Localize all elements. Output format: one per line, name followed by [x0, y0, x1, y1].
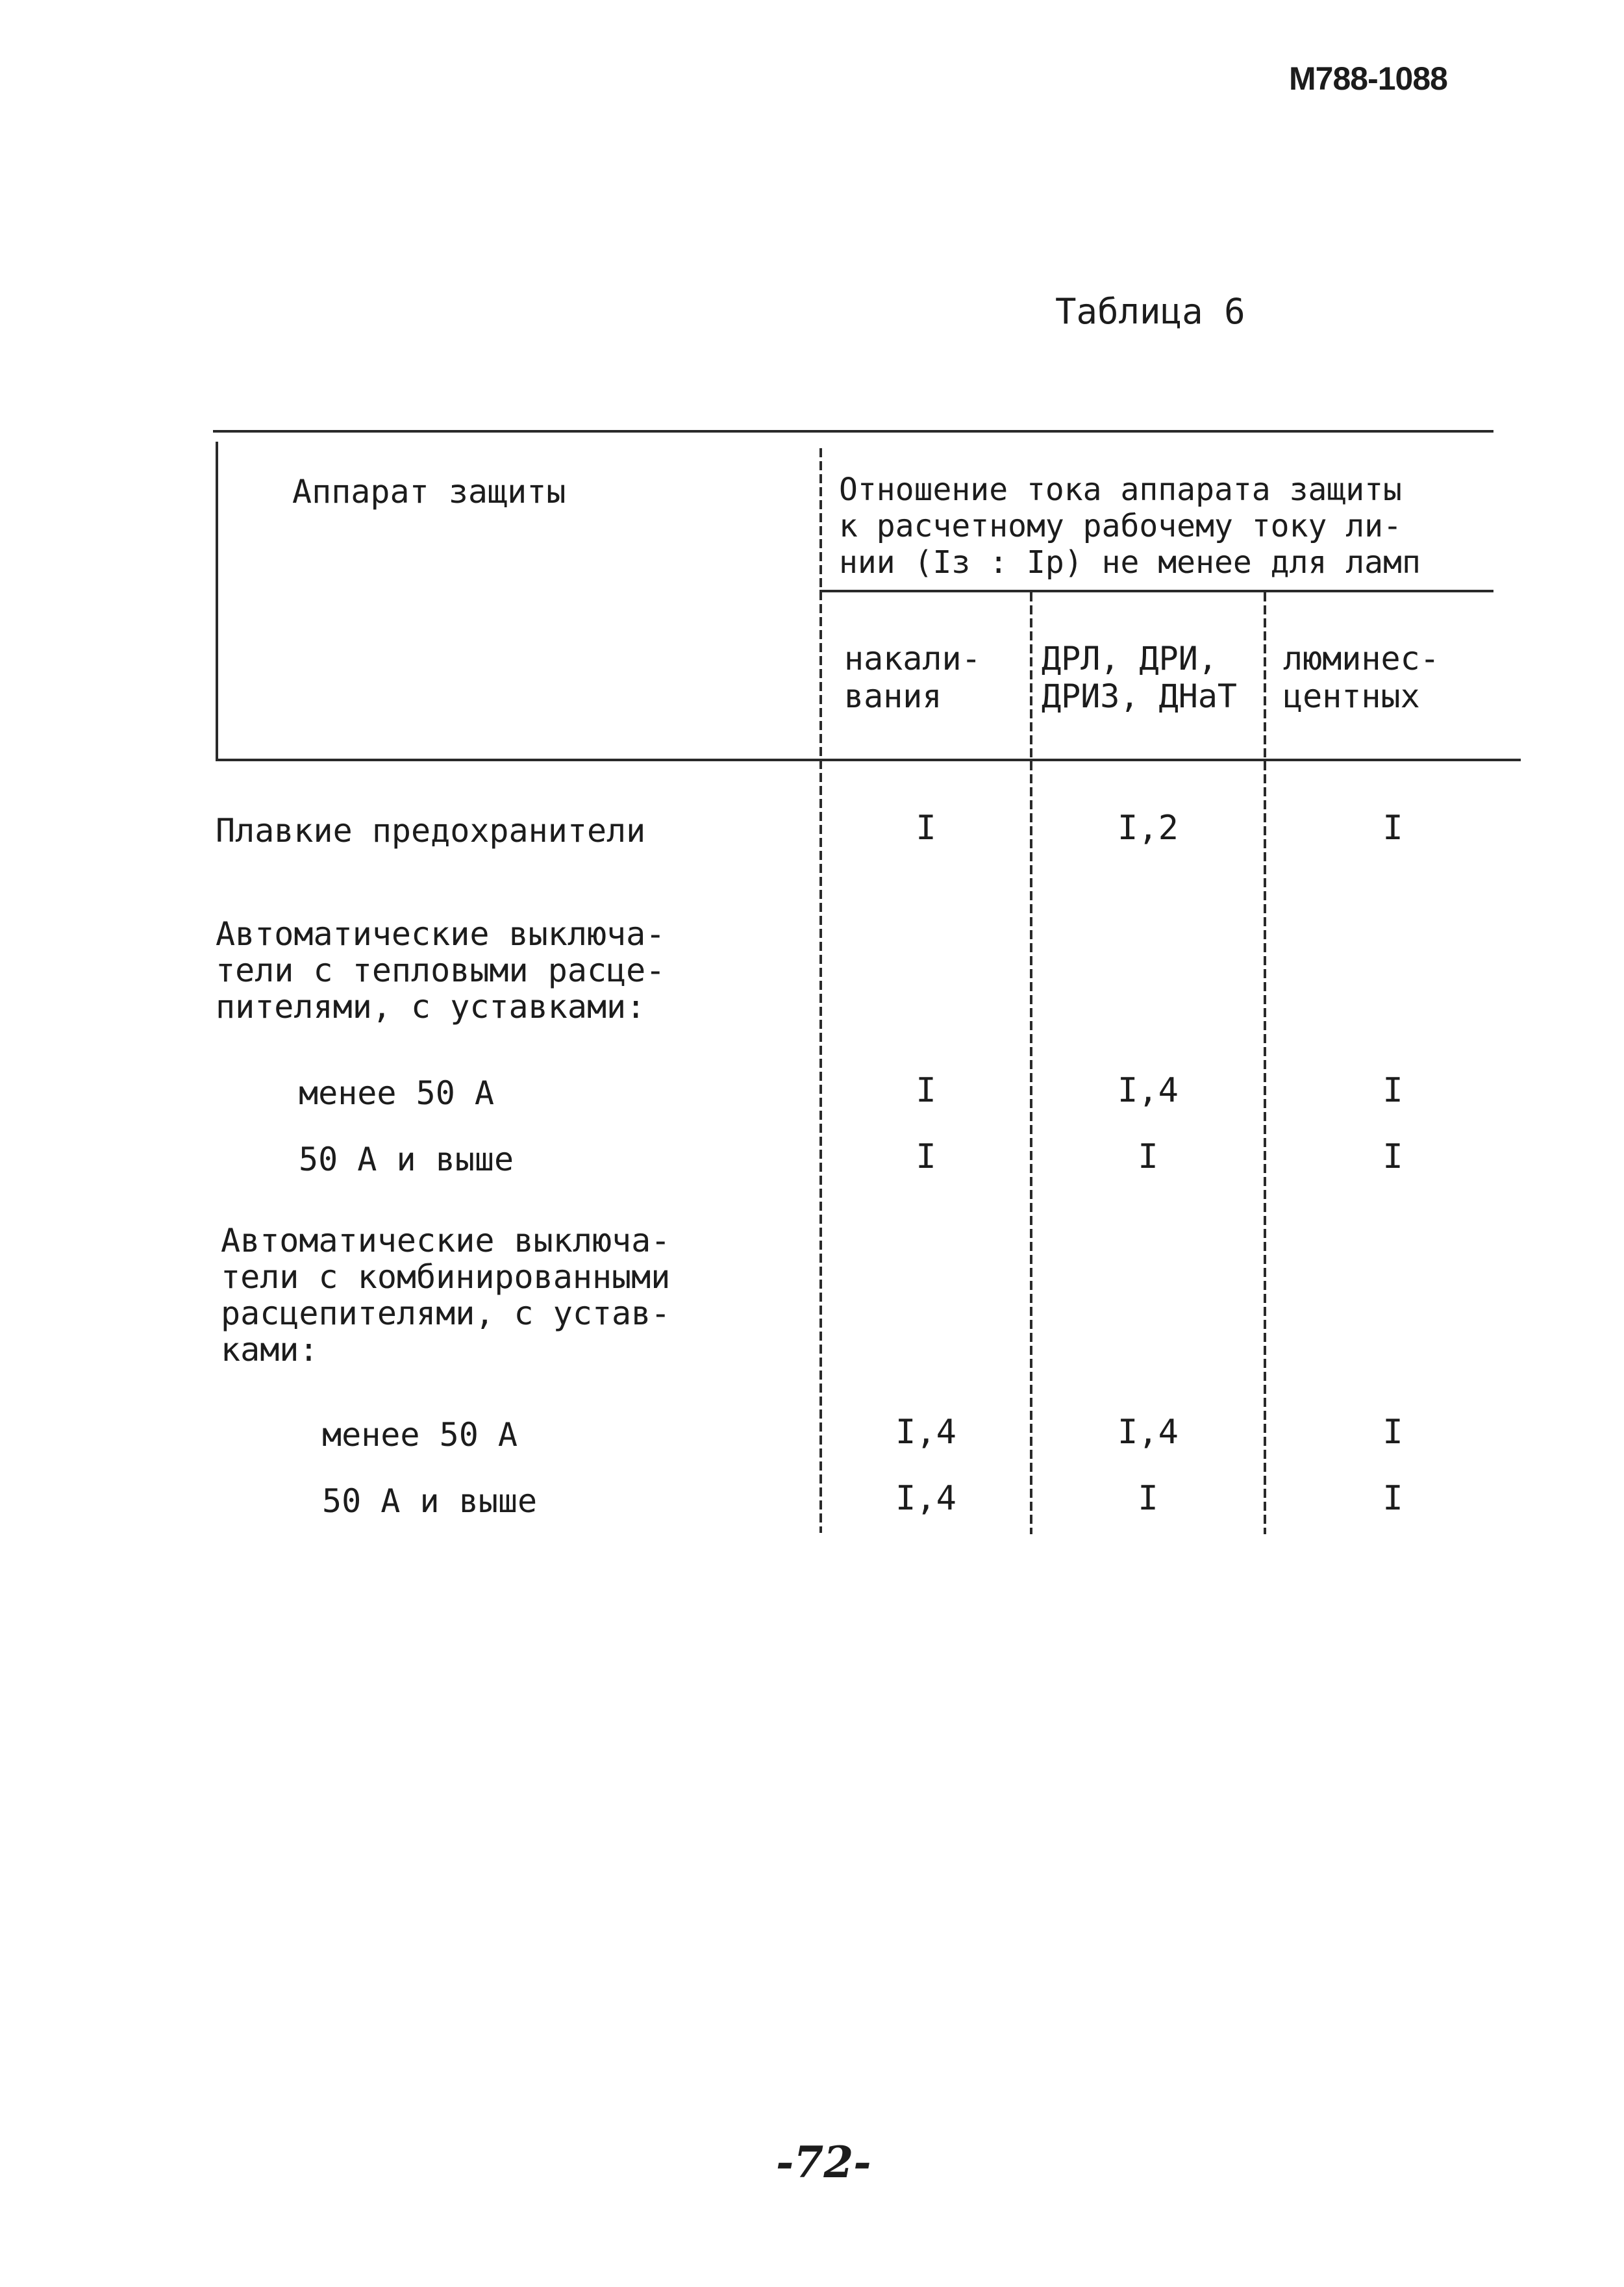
row-label-thermal-under-50: менее 50 А [299, 1074, 495, 1112]
page-number: -72- [776, 2137, 871, 2188]
header-bottom-rule [216, 759, 1521, 761]
header-protection-device: Аппарат защиты [292, 473, 566, 511]
row-0-drl: I,2 [1118, 809, 1179, 848]
row-6-drl: I [1138, 1479, 1158, 1518]
header-mid-rule [819, 590, 1493, 592]
row-2-drl: I,4 [1118, 1071, 1179, 1110]
document-code: М788-1088 [1289, 60, 1447, 97]
column-divider-1 [819, 448, 822, 1533]
table-title: Таблица 6 [1055, 291, 1245, 332]
row-label-thermal-breakers: Автоматические выключа- тели с тепловыми расце- пителями, с уставками: [216, 915, 666, 1026]
row-6-fluorescent: I [1382, 1479, 1403, 1518]
left-border [216, 442, 218, 760]
row-5-drl: I,4 [1118, 1413, 1179, 1452]
row-label-thermal-50-plus: 50 А и выше [299, 1141, 514, 1178]
header-current-ratio: Отношение тока аппарата защиты к расчетному рабочему току ли- нии (Iз : Iр) не менее для ламп [839, 472, 1421, 581]
header-col-drl: ДРЛ, ДРИ, ДРИЗ, ДНаТ [1042, 640, 1238, 715]
row-2-fluorescent: I [1382, 1071, 1403, 1110]
row-3-fluorescent: I [1382, 1137, 1403, 1176]
row-0-fluorescent: I [1382, 809, 1403, 848]
column-divider-3 [1264, 592, 1266, 1534]
row-3-drl: I [1138, 1137, 1158, 1176]
row-label-combined-under-50: менее 50 А [322, 1416, 518, 1454]
row-6-incandescent: I,4 [895, 1479, 956, 1518]
row-3-incandescent: I [916, 1137, 936, 1176]
column-divider-2 [1030, 592, 1032, 1534]
row-0-incandescent: I [916, 809, 936, 848]
row-label-fuses: Плавкие предохранители [216, 812, 646, 850]
row-label-combined-breakers: Автоматические выключа- тели с комбинированными расцепителями, с устав- ками: [221, 1222, 671, 1369]
row-5-fluorescent: I [1382, 1413, 1403, 1452]
row-5-incandescent: I,4 [895, 1413, 956, 1452]
table-top-rule [213, 430, 1493, 433]
row-label-combined-50-plus: 50 А и выше [322, 1482, 538, 1520]
header-col-fluorescent: люминес- центных [1283, 640, 1440, 715]
row-2-incandescent: I [916, 1071, 936, 1110]
header-col-incandescent: накали- вания [844, 640, 981, 715]
